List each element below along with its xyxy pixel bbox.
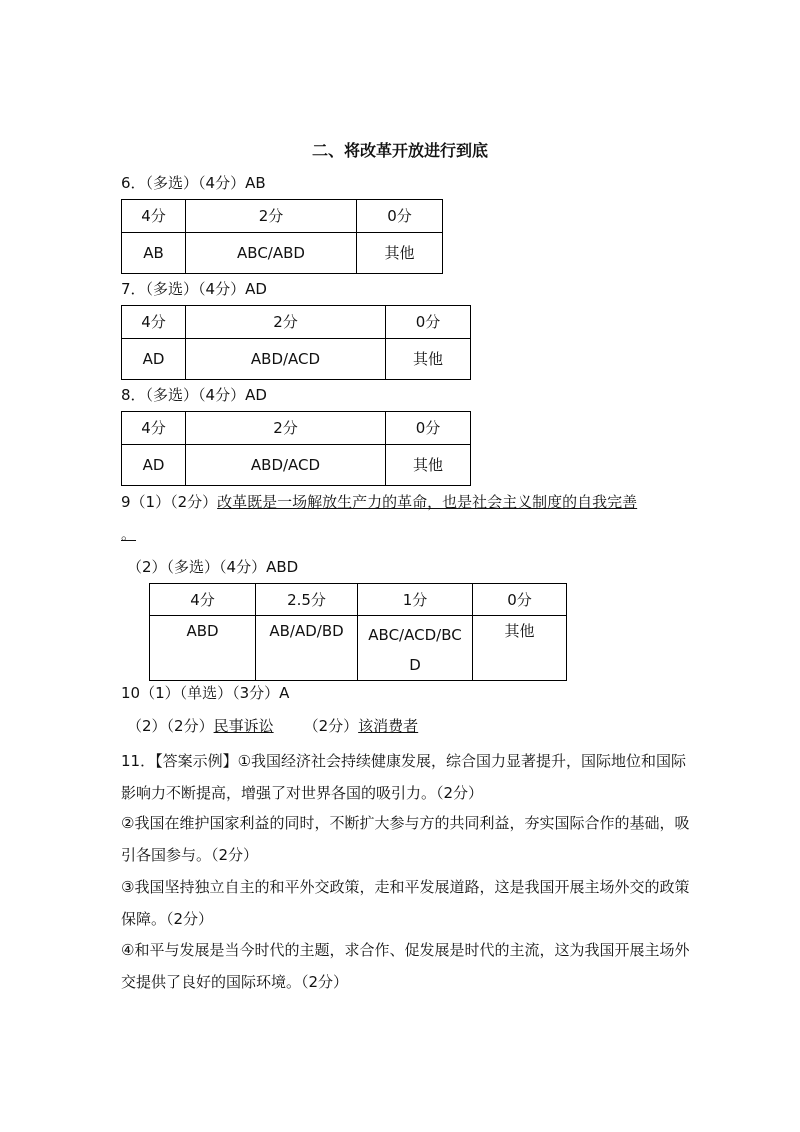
q9-answer-cell: ABD	[150, 616, 256, 681]
q7-answer-cell: 其他	[386, 339, 471, 380]
q9-answer-cell: AB/AD/BD	[256, 616, 358, 681]
q9-answer-cell: ABC/ACD/BCD	[358, 616, 473, 681]
q7-answer-cell: AD	[122, 339, 186, 380]
q6-score-table	[121, 199, 443, 274]
q7-header-cell: 0分	[386, 306, 471, 339]
q7-heading: 7．（多选）（4分）AD	[121, 280, 267, 298]
q6-heading: 6．（多选）（4分）AB	[121, 174, 266, 192]
q9-part2-heading: （2）（多选）（4分）ABD	[127, 558, 299, 576]
q8-header-cell: 0分	[386, 412, 471, 445]
q9-header-cell: 2.5分	[256, 584, 358, 616]
q10-part2	[127, 715, 418, 737]
q9-score-table	[149, 583, 567, 681]
q10-part2-mid: （2分）	[303, 717, 359, 735]
q9-header-cell: 4分	[150, 584, 256, 616]
q11-paragraph-1: 11．【答案示例】①我国经济社会持续健康发展，综合国力显著提升，国际地位和国际影响力不断提高，增强了对世界各国的吸引力。（2分）	[121, 752, 687, 802]
q6-header-cell: 4分	[122, 200, 186, 233]
q6-header-cell: 0分	[357, 200, 443, 233]
q11-paragraph-3: ③我国坚持独立自主的和平外交政策，走和平发展道路，这是我国开展主场外交的政策保障。（2分）	[121, 878, 690, 928]
q9-part1-answer-end: 。	[121, 525, 137, 543]
q9-part1-answer: 改革既是一场解放生产力的革命，也是社会主义制度的自我完善	[217, 493, 638, 511]
q9-part1	[121, 491, 637, 513]
q7-header-cell: 4分	[122, 306, 186, 339]
q7-header-cell: 2分	[186, 306, 386, 339]
q6-answer-cell: ABC/ABD	[186, 233, 357, 274]
q11-paragraph-4: ④和平与发展是当今时代的主题，求合作、促发展是时代的主流，这为我国开展主场外交提供了良好的国际环境。（2分）	[121, 941, 690, 991]
q9-header-cell: 0分	[473, 584, 567, 616]
q6-header-cell: 2分	[186, 200, 357, 233]
q9-answer-cell: 其他	[473, 616, 567, 681]
q8-header-cell: 2分	[186, 412, 386, 445]
q8-answer-cell: AD	[122, 445, 186, 486]
q10-part2-prefix: （2）（2分）	[127, 717, 214, 735]
q8-heading: 8．（多选）（4分）AD	[121, 386, 267, 404]
q8-answer-cell: 其他	[386, 445, 471, 486]
q6-answer-cell: 其他	[357, 233, 443, 274]
q7-answer-cell: ABD/ACD	[186, 339, 386, 380]
q8-answer-cell: ABD/ACD	[186, 445, 386, 486]
q10-answer-1: 民事诉讼	[213, 717, 274, 735]
q9-part1-prefix: 9（1）（2分）	[121, 493, 218, 511]
q8-score-table	[121, 411, 471, 486]
section-title: 二、将改革开放进行到底	[311, 141, 488, 160]
q9-header-cell: 1分	[358, 584, 473, 616]
q7-score-table	[121, 305, 471, 380]
q11-paragraph-2: ②我国在维护国家利益的同时，不断扩大参与方的共同利益，夯实国际合作的基础，吸引各国参与。（2分）	[121, 814, 690, 864]
q10-part1: 10（1）（单选）（3分）A	[121, 684, 290, 702]
q6-answer-cell: AB	[122, 233, 186, 274]
q8-header-cell: 4分	[122, 412, 186, 445]
q10-answer-2: 该消费者	[358, 717, 419, 735]
